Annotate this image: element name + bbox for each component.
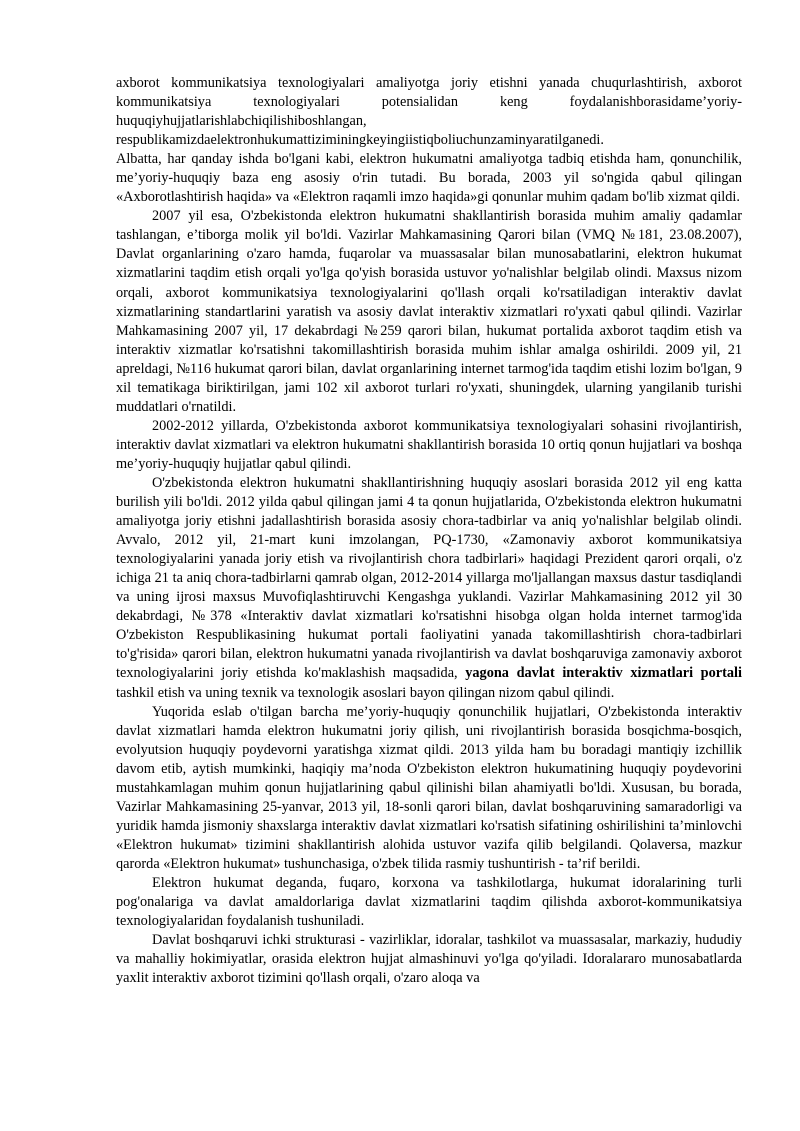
paragraph-1-text-b: Albatta, har qanday ishda bo'lgani kabi, elektron hukumatni amaliyotga tadbiq etishda ham, qonunchilik, me’yoriy-huquqiy baza eng asosiy o'rin tutadi. Bu borada, 2003 yil so'ngida qabul qilingan «Axborotlashtirish haqida» va «Elektron raqamli imzo haqida»gi qonunlar muhim qadam bo'lib xizmat qildi. xyxy=(116,151,742,206)
paragraph-2: 2007 yil esa, O'zbekistonda elektron hukumatni shakllantirish borasida muhim amaliy qadamlar tashlangan, e’tiborga molik yil bo'ldi. Vazirlar Mahkamasining Qarori bilan (VMQ №181, 23.08.2007), Davlat organlarining o'zaro hamda, fuqarolar va muassasalar bilan munosabatlarini, elektron hukumat xizmatlarini taqdim etish orqali yo'lga qo'yish borasida ustuvor yo'nalishlar belgilab olindi. Maxsus nizom orqali, axborot kommunikatsiya texnologiyalarini qo'llash orqali ko'rsatiladigan interaktiv davlat xizmatlarining standartlarini yaratish va asosiy davlat interaktiv xizmatlari ro'yxati qabul qilindi. Vazirlar Mahkamasining 2007 yil, 17 dekabrdagi №259 qarori bilan, hukumat portalida axborot taqdim etish va interaktiv xizmatlar ko'rsatishni takomillashtirish borasida muhim ishlar amalga oshirildi. 2009 yil, 21 apreldagi, №116 hukumat qarori bilan, davlat organlarining internet tarmog'ida taqdim etishi lozim bo'lgan, 9 xil tematikaga biriktirilgan, jami 102 xil axborot turlari ro'yxati, shuningdek, ularning yangilanib turishi muddatlari o'rnatildi. xyxy=(116,208,742,415)
paragraph-4-text-b: tashkil etish va uning texnik va texnologik asoslari bayon qilingan nizom qabul qilindi. xyxy=(116,684,615,701)
paragraph-1-text-a: axborot kommunikatsiya texnologiyalari amaliyotga joriy etishni yanada chuqurlashtirish, axborot kommunikatsiya texnologiyalari potensialidan keng foydalanishborasidame’yoriy-huquqiyhujjatlarishlabchiqilishiboshlangan, xyxy=(116,75,742,130)
paragraph-4-text-a: O'zbekistonda elektron hukumatni shakllantirishning huquqiy asoslari borasida 2012 yil eng katta burilish yili bo'ldi. 2012 yilda qabul qilingan jami 4 ta qonun hujjatlarida, O'zbekistonda elektron hukumatni amaliyotga joriy etishni jadallashtirish borasida asosiy chora-tadbirlar va aniq yo'nalishlar belgilab olindi. Avvalo, 2012 yil, 21-mart kuni imzolangan, PQ-1730, «Zamonaviy axborot kommunikatsiya texnologiyalarini yanada joriy etish va rivojlantirish chora tadbirlari» haqidagi Prezident qarori orqali, o'z ichiga 21 ta aniq chora-tadbirlarni qamrab olgan, 2012-2014 yillarga mo'ljallangan maxsus dastur tasdiqlandi va uning ijrosi maxsus Muvofiqlashtiruvchi Kengashga yuklandi. Vazirlar Mahkamasining 2012 yil 30 dekabrdagi, №378 «Interaktiv davlat xizmatlari ko'rsatishni hisobga olgan holda internet tarmog'ida O'zbekiston Respublikasining hukumat portali faoliyatini yanada takomillashtirish chora-tadbirlari to'g'risida» qarori bilan, elektron hukumatni yanada rivojlantirish va davlat boshqaruviga zamonaviy axborot texnologiyalarini joriy etishda ko'maklashish maqsadida, xyxy=(116,474,742,682)
paragraph-7: Davlat boshqaruvi ichki strukturasi - vazirliklar, idoralar, tashkilot va muassasalar, markaziy, hududiy va mahalliy hokimiyatlar, orasida elektron hujjat almashinuvi yo'lga qo'yiladi. Idoralararo munosabatlarda yaxlit interaktiv axborot tizimini qo'llash orqali, o'zaro aloqa va xyxy=(116,932,742,987)
portal-name-bold: yagona davlat interaktiv xizmatlari portali xyxy=(465,665,742,682)
paragraph-1 xyxy=(116,74,742,207)
paragraph-5: Yuqorida eslab o'tilgan barcha me’yoriy-huquqiy qonunchilik hujjatlari, O'zbekistonda interaktiv davlat xizmatlari hamda elektron hukumatni joriy qilish, uni rivojlantirish borasida bosqichma-bosqich, evolyutsion huquqiy poydevorni yaratishga xizmat qildi. 2013 yilda ham bu boradagi mantiqiy izchillik davom etib, aytish mumkinki, haqiqiy ma’noda O'zbekiston elektron hukumatining huquqiy poydevorini mustahkamlagan muhim qonun hujjatlarining qabul qilinishi bilan ahamiyatli bo'ldi. Xususan, bu borada, Vazirlar Mahkamasining 25-yanvar, 2013 yil, 18-sonli qarori bilan, davlat boshqaruvining samaradorligi va yuridik hamda jismoniy shaxslarga interaktiv davlat xizmatlari ko'rsatish sifatining oshirilishini ta’minlovchi «Elektron hukumat» tizimini shakllantirish alohida ustuvor vazifa qilib belgilandi. Qolaversa, mazkur qarorda «Elektron hukumat» tushunchasiga, o'zbek tilida rasmiy tushuntirish - ta’rif berildi. xyxy=(116,703,742,872)
paragraph-4 xyxy=(116,474,742,703)
paragraph-1-long-word: respublikamizdaelektronhukumattiziminingkeyingiistiqboliuchunzaminyaratilganedi. xyxy=(116,132,604,149)
paragraph-6: Elektron hukumat deganda, fuqaro, korxona va tashkilotlarga, hukumat idoralarining turli pog'onalariga va davlat amaldorlariga davlat xizmatlarini taqdim qilishda axborot-kommunikatsiya texnologiyalaridan foydalanish tushuniladi. xyxy=(116,874,742,930)
paragraph-3: 2002-2012 yillarda, O'zbekistonda axborot kommunikatsiya texnologiyalari sohasini rivojlantirish, interaktiv davlat xizmatlari va elektron hukumatni shakllantirish borasida 10 ortiq qonun hujjatlari va boshqa me’yoriy-huquqiy hujjatlar qabul qilindi. xyxy=(116,417,742,472)
